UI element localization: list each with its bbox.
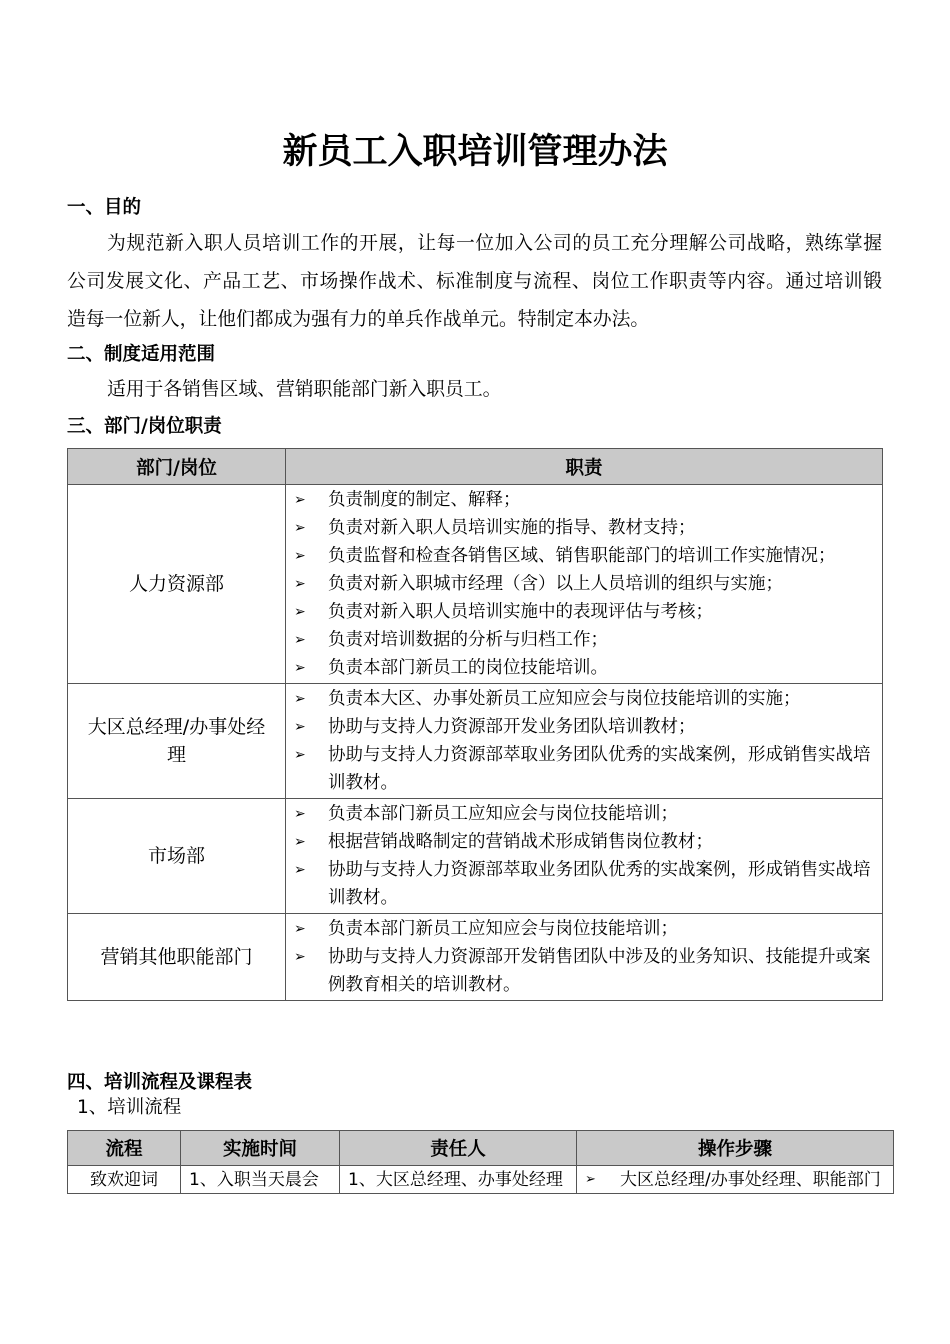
training-flow-table — [67, 1130, 894, 1194]
time-cell: 1、入职当天晨会 — [181, 1166, 340, 1194]
duty-item-text: 协助与支持人力资源部萃取业务团队优秀的实战案例，形成销售实战培训教材。 — [328, 860, 871, 908]
duty-item-text: 负责对新入职城市经理（含）以上人员培训的组织与实施； — [328, 574, 783, 594]
duty-item-text: 负责制度的制定、解释； — [328, 490, 521, 510]
duty-item — [294, 654, 878, 682]
duty-item — [294, 741, 878, 797]
duty-row — [68, 799, 883, 914]
arrow-bullet-icon: ➢ — [294, 806, 306, 822]
arrow-bullet-icon: ➢ — [294, 834, 306, 850]
duty-item — [294, 800, 878, 828]
purpose-line: 造每一位新人，让他们都成为强有力的单兵作战单元。特制定本办法。 — [67, 309, 650, 330]
duties-header-row — [68, 449, 883, 485]
duty-item — [294, 943, 878, 999]
duty-row — [68, 684, 883, 799]
header-dept: 部门/岗位 — [68, 449, 286, 485]
dept-cell: 市场部 — [68, 799, 286, 914]
duty-item-text: 负责本大区、办事处新员工应知应会与岗位技能培训的实施； — [328, 689, 801, 709]
purpose-paragraph — [67, 225, 882, 339]
duty-row — [68, 485, 883, 684]
duty-item — [294, 514, 878, 542]
arrow-bullet-icon: ➢ — [294, 660, 306, 676]
duty-item-text: 负责本部门新员工应知应会与岗位技能培训； — [328, 919, 678, 939]
header-duties: 职责 — [286, 449, 883, 485]
arrow-bullet-icon: ➢ — [294, 949, 306, 965]
step-item — [585, 1167, 885, 1193]
section-heading-purpose: 一、目的 — [67, 197, 142, 218]
arrow-bullet-icon: ➢ — [294, 921, 306, 937]
flow-row — [68, 1166, 894, 1194]
owner-cell: 1、大区总经理、办事处经理 — [340, 1166, 577, 1194]
duties-table — [67, 448, 883, 1001]
duty-item — [294, 542, 878, 570]
dept-cell: 大区总经理/办事处经理 — [68, 684, 286, 799]
duties-cell — [286, 799, 883, 914]
process-cell: 致欢迎词 — [68, 1166, 181, 1194]
duty-item-text: 根据营销战略制定的营销战术形成销售岗位教材； — [328, 832, 713, 852]
section-heading-training: 四、培训流程及课程表 — [67, 1072, 253, 1093]
duties-cell — [286, 914, 883, 1001]
subsection-heading-flow: 1、培训流程 — [77, 1097, 182, 1118]
purpose-line: 公司发展文化、产品工艺、市场操作战术、标准制度与流程、岗位工作职责等内容。通过培训锻 — [67, 271, 882, 292]
duties-cell — [286, 485, 883, 684]
duty-item-text: 协助与支持人力资源部萃取业务团队优秀的实战案例，形成销售实战培训教材。 — [328, 745, 871, 793]
arrow-bullet-icon: ➢ — [294, 747, 306, 763]
arrow-bullet-icon: ➢ — [585, 1171, 596, 1187]
duty-item-text: 负责本部门新员工应知应会与岗位技能培训； — [328, 804, 678, 824]
header-steps: 操作步骤 — [577, 1131, 894, 1166]
step-item-text: 大区总经理/办事处经理、职能部门 — [620, 1169, 881, 1190]
duty-item — [294, 915, 878, 943]
arrow-bullet-icon: ➢ — [294, 691, 306, 707]
steps-cell — [577, 1166, 894, 1194]
duties-cell — [286, 684, 883, 799]
document-title: 新员工入职培训管理办法 — [282, 132, 668, 172]
section-heading-scope: 二、制度适用范围 — [67, 344, 216, 365]
duty-row — [68, 914, 883, 1001]
arrow-bullet-icon: ➢ — [294, 719, 306, 735]
purpose-line: 为规范新入职人员培训工作的开展，让每一位加入公司的员工充分理解公司战略，熟练掌握 — [107, 233, 882, 254]
arrow-bullet-icon: ➢ — [294, 520, 306, 536]
arrow-bullet-icon: ➢ — [294, 862, 306, 878]
duty-item — [294, 570, 878, 598]
duty-item-text: 负责对新入职人员培训实施的指导、教材支持； — [328, 518, 696, 538]
header-time: 实施时间 — [181, 1131, 340, 1166]
duty-item — [294, 828, 878, 856]
header-process: 流程 — [68, 1131, 181, 1166]
arrow-bullet-icon: ➢ — [294, 604, 306, 620]
duty-item — [294, 713, 878, 741]
section-heading-duties: 三、部门/岗位职责 — [67, 416, 222, 437]
arrow-bullet-icon: ➢ — [294, 632, 306, 648]
header-owner: 责任人 — [340, 1131, 577, 1166]
flow-header-row — [68, 1131, 894, 1166]
arrow-bullet-icon: ➢ — [294, 492, 306, 508]
duty-item — [294, 856, 878, 912]
scope-paragraph: 适用于各销售区域、营销职能部门新入职员工。 — [107, 379, 502, 400]
dept-cell: 营销其他职能部门 — [68, 914, 286, 1001]
duty-item-text: 负责监督和检查各销售区域、销售职能部门的培训工作实施情况； — [328, 546, 836, 566]
duty-item-text: 负责对新入职人员培训实施中的表现评估与考核； — [328, 602, 713, 622]
duty-item — [294, 486, 878, 514]
dept-cell: 人力资源部 — [68, 485, 286, 684]
arrow-bullet-icon: ➢ — [294, 576, 306, 592]
duty-item — [294, 598, 878, 626]
duty-item — [294, 626, 878, 654]
duty-item-text: 负责对培训数据的分析与归档工作； — [328, 630, 608, 650]
duty-item — [294, 685, 878, 713]
duty-item-text: 协助与支持人力资源部开发销售团队中涉及的业务知识、技能提升或案例教育相关的培训教材。 — [328, 947, 871, 995]
arrow-bullet-icon: ➢ — [294, 548, 306, 564]
duty-item-text: 协助与支持人力资源部开发业务团队培训教材； — [328, 717, 696, 737]
duty-item-text: 负责本部门新员工的岗位技能培训。 — [328, 658, 608, 678]
